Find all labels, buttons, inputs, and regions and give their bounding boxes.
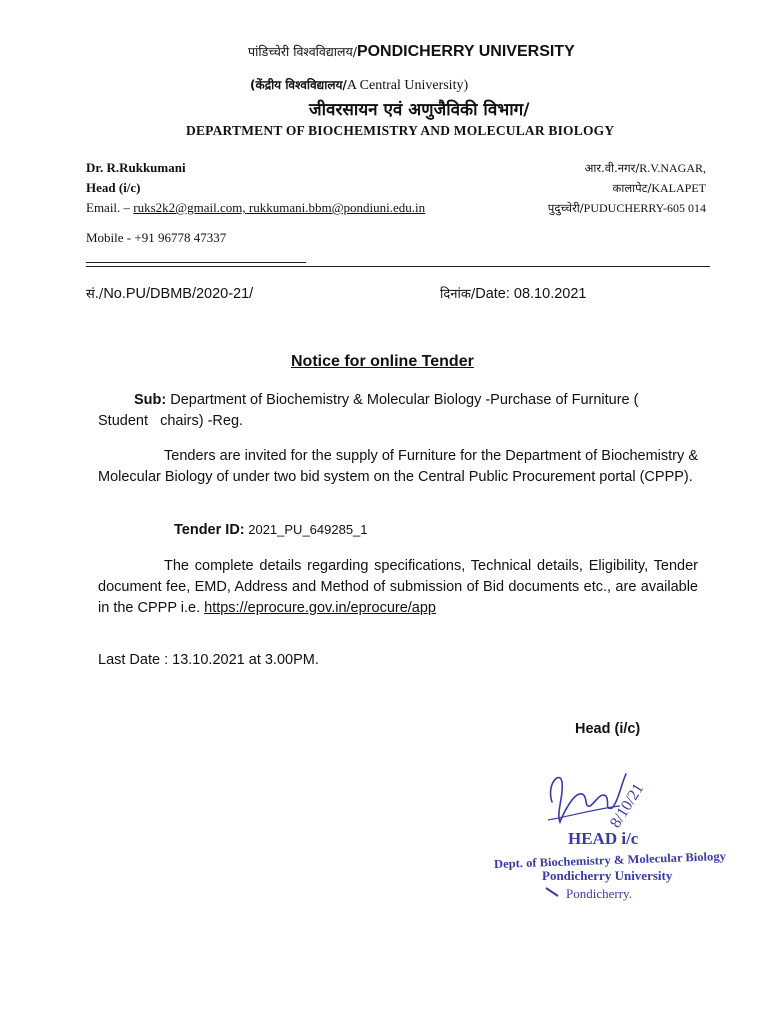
reference-number [86,284,253,302]
department-name-hindi: जीवरसायन एवं अणुजैविकी विभाग/ [309,100,530,120]
cppp-link[interactable]: https://eprocure.gov.in/eprocure/app [204,600,436,616]
sender-email [86,198,425,218]
tender-id-label: Tender ID: [174,522,245,538]
address-line-1 [506,158,706,178]
paragraph-2-text: The complete details regarding specifications, Technical details, Eligibility, Tender document fee, EMD, Address and Method of submission of Bid documents etc., are available in the CPPP i.e. [98,558,698,616]
header-divider [86,266,710,267]
stamp-tick [546,888,558,896]
notice-subject [98,390,698,432]
stamp-department: Dept. of Biochemistry & Molecular Biology [493,849,716,872]
sender-name: Dr. R.Rukkumani [86,160,186,175]
subject-label: Sub: [134,392,167,408]
address-line-1-hindi: आर.वी.नगर/ [584,161,640,175]
university-name [248,43,575,61]
stamp-city: Pondicherry. [566,886,632,901]
sender-mobile: Mobile - +91 96778 47337 [86,230,227,245]
address-line-3 [506,198,706,218]
stamp-university: Pondicherry University [542,868,673,883]
header-divider-short [86,262,306,263]
tender-id-value: 2021_PU_649285_1 [244,522,368,537]
last-date: Last Date : 13.10.2021 at 3.00PM. [98,652,319,668]
stamp-head-ic: HEAD i/c [568,829,639,848]
university-name-hindi: पांडिच्चेरी विश्वविद्यालय/ [248,44,357,59]
notice-paragraph-2 [98,556,698,619]
sender-block [86,158,425,248]
address-line-3-hindi: पुदुच्चेरी/ [547,201,584,215]
notice-paragraph-1 [98,446,698,488]
address-line-2-hindi: कालापेट/ [612,181,652,195]
reference-date-value: Date: 08.10.2021 [475,286,587,302]
subject-line-1: Department of Biochemistry & Molecular Biology -Purchase of Furniture ( [166,392,639,408]
address-line-2 [506,178,706,198]
email-links[interactable]: ruks2k2@gmail.com, rukkumani.bbm@pondiuni.edu.in [133,200,426,215]
notice-title: Notice for online Tender [291,353,474,370]
university-name-english: PONDICHERRY UNIVERSITY [356,43,575,60]
signature-stamp [490,762,730,912]
address-line-1-english: R.V.NAGAR, [639,161,706,175]
address-line-3-english: PUDUCHERRY-605 014 [583,201,706,215]
address-line-2-english: KALAPET [651,181,706,195]
paragraph-1-text: Tenders are invited for the supply of Furniture for the Department of Biochemistry & Molecular Biology of under two bid system on the Central Public Procurement portal (CPPP). [98,448,698,485]
tender-id [174,522,368,538]
reference-date-hindi: दिनांक/ [440,287,476,302]
sender-designation: Head (i/c) [86,180,141,195]
central-university-line [250,76,468,94]
reference-number-hindi: सं./ [86,287,104,302]
email-label: Email. – [86,200,134,215]
head-signatory-label: Head (i/c) [575,721,641,737]
department-name-english: DEPARTMENT OF BIOCHEMISTRY AND MOLECULAR BIOLOGY [186,123,615,138]
reference-date [440,284,586,302]
central-university-english: A Central University) [346,78,469,93]
subject-line-2: Student chairs) -Reg. [98,413,244,429]
reference-number-value: No.PU/DBMB/2020-21/ [103,286,254,302]
signature-date: 8/10/21 [606,780,648,831]
central-university-hindi: (केंद्रीय विश्वविद्यालय/ [250,78,347,92]
address-block [506,158,706,218]
